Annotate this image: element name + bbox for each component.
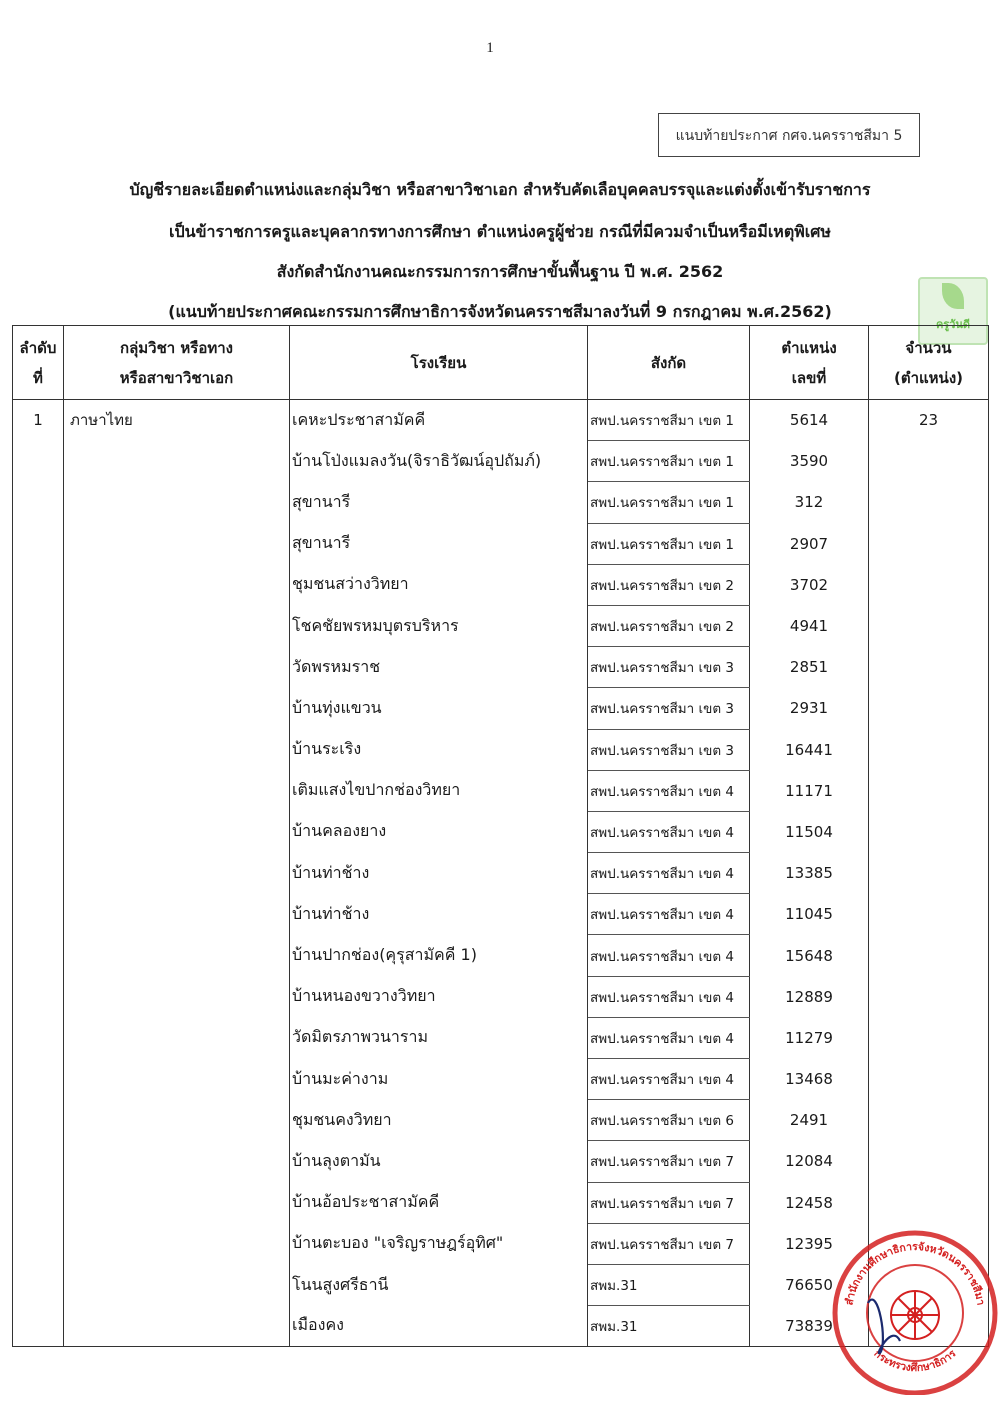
row-school: ชุมชนคงวิทยา [290,1100,588,1141]
row-agency: สพป.นครราชสีมา เขต 4 [588,894,750,935]
header-count-line-2: (ตำแหน่ง) [893,368,963,387]
row-subject [64,935,290,976]
row-count [869,1100,989,1141]
row-school: สุขานารี [290,482,588,523]
signature-mark [868,1300,900,1354]
row-count [869,482,989,523]
row-position-no: 12889 [750,976,869,1017]
header-seq-line-2: ที่ [33,368,43,387]
heading-line-1: บัญชีรายละเอียดตำแหน่งและกลุ่มวิชา หรือสาขาวิชาเอก สำหรับคัดเลือบุคคลบรรจุและแต่งตั้งเข้ารับราชการ [129,180,871,199]
row-subject [64,1017,290,1058]
header-seq [13,326,64,400]
annex-label: แนบท้ายประกาศ กศจ.นครราชสีมา 5 [658,113,920,157]
row-position-no: 3702 [750,564,869,605]
row-seq [13,1100,64,1141]
row-agency: สพป.นครราชสีมา เขต 3 [588,688,750,729]
row-count [869,894,989,935]
row-seq [13,729,64,770]
row-position-no: 312 [750,482,869,523]
table-row [13,935,989,976]
row-agency: สพป.นครราชสีมา เขต 1 [588,441,750,482]
row-school: บ้านโป่งแมลงวัน(จิราธิวัฒน์อุปถัมภ์) [290,441,588,482]
table-row [13,1141,989,1182]
row-school: เมืองคง [290,1306,588,1347]
row-count [869,1059,989,1100]
row-seq [13,770,64,811]
row-subject [64,729,290,770]
table-row [13,688,989,729]
header-subject [64,326,290,400]
table-row [13,482,989,523]
row-agency: สพป.นครราชสีมา เขต 4 [588,935,750,976]
row-position-no: 5614 [750,400,869,441]
row-count [869,523,989,564]
row-subject [64,647,290,688]
row-position-no: 11279 [750,1017,869,1058]
row-position-no: 2851 [750,647,869,688]
row-school: บ้านหนองขวางวิทยา [290,976,588,1017]
row-seq [13,853,64,894]
row-count [869,770,989,811]
row-school: บ้านระเริง [290,729,588,770]
row-agency: สพป.นครราชสีมา เขต 4 [588,976,750,1017]
row-agency: สพป.นครราชสีมา เขต 4 [588,770,750,811]
row-subject [64,688,290,729]
row-agency: สพป.นครราชสีมา เขต 4 [588,1017,750,1058]
row-position-no: 2491 [750,1100,869,1141]
row-seq [13,811,64,852]
row-subject [64,1223,290,1264]
dharma-wheel-icon [891,1291,939,1339]
header-count [869,326,989,400]
heading-line-2: เป็นข้าราชการครูและบุคลากรทางการศึกษา ตำแหน่งครูผู้ช่วย กรณีที่มีควมจำเป็นหรือมีเหตุพิเศษ [169,222,831,241]
row-school: บ้านลุงตามัน [290,1141,588,1182]
row-school: วัดพรหมราช [290,647,588,688]
official-seal [830,1225,1000,1395]
row-count [869,935,989,976]
row-agency: สพป.นครราชสีมา เขต 6 [588,1100,750,1141]
row-school: บ้านอ้อประชาสามัคคี [290,1182,588,1223]
row-position-no: 16441 [750,729,869,770]
row-seq: 1 [13,400,64,441]
row-count [869,811,989,852]
row-subject [64,1182,290,1223]
header-subject-line-2: หรือสาขาวิชาเอก [119,368,234,387]
row-subject [64,605,290,646]
row-school: บ้านท่าช้าง [290,853,588,894]
row-count [869,1141,989,1182]
row-position-no: 2907 [750,523,869,564]
row-subject [64,523,290,564]
header-position-no-line-1: ตำแหน่ง [781,338,837,357]
row-seq [13,1306,64,1347]
seal-text-bottom: กระทรวงศึกษาธิการ [871,1347,959,1375]
row-subject [64,441,290,482]
row-school: บ้านทุ่งแขวน [290,688,588,729]
row-seq [13,1059,64,1100]
row-school: บ้านคลองยาง [290,811,588,852]
row-count [869,688,989,729]
row-seq [13,894,64,935]
row-subject [64,811,290,852]
row-subject [64,1100,290,1141]
row-school: บ้านปากช่อง(คุรุสามัคคี 1) [290,935,588,976]
table-row [13,1059,989,1100]
table-row [13,853,989,894]
row-seq [13,605,64,646]
row-count [869,605,989,646]
row-agency: สพป.นครราชสีมา เขต 3 [588,647,750,688]
row-school: โนนสูงศรีธานี [290,1264,588,1305]
row-agency: สพป.นครราชสีมา เขต 2 [588,605,750,646]
row-subject [64,976,290,1017]
table-row [13,400,989,441]
positions-table [12,325,989,1347]
table-row [13,523,989,564]
header-subject-line-1: กลุ่มวิชา หรือทาง [120,338,233,357]
row-subject [64,564,290,605]
row-position-no: 73839 [750,1306,869,1347]
row-subject [64,482,290,523]
row-seq [13,688,64,729]
seal-text-top: สำนักงานศึกษาธิการจังหวัดนครราชสีมา [843,1240,987,1307]
row-count [869,441,989,482]
table-row [13,441,989,482]
row-count [869,1182,989,1223]
table-row [13,1017,989,1058]
table-row [13,564,989,605]
row-subject [64,1264,290,1305]
row-seq [13,1223,64,1264]
row-position-no: 2931 [750,688,869,729]
row-subject [64,1306,290,1347]
row-seq [13,1264,64,1305]
row-school: สุขานารี [290,523,588,564]
row-seq [13,564,64,605]
row-position-no: 13468 [750,1059,869,1100]
row-subject [64,1059,290,1100]
row-position-no: 12458 [750,1182,869,1223]
header-position-no [750,326,869,400]
row-seq [13,1017,64,1058]
row-position-no: 11504 [750,811,869,852]
row-agency: สพป.นครราชสีมา เขต 7 [588,1182,750,1223]
leaf-icon [942,283,964,309]
table-row [13,1100,989,1141]
row-agency: สพป.นครราชสีมา เขต 3 [588,729,750,770]
row-subject [64,1141,290,1182]
row-school: วัดมิตรภาพวนาราม [290,1017,588,1058]
header-agency: สังกัด [588,326,750,400]
row-count [869,729,989,770]
row-school: ชุมชนสว่างวิทยา [290,564,588,605]
row-position-no: 4941 [750,605,869,646]
table-row [13,729,989,770]
row-position-no: 15648 [750,935,869,976]
row-agency: สพป.นครราชสีมา เขต 4 [588,1059,750,1100]
row-agency: สพป.นครราชสีมา เขต 2 [588,564,750,605]
row-school: บ้านมะค่างาม [290,1059,588,1100]
row-seq [13,1182,64,1223]
header-school: โรงเรียน [290,326,588,400]
row-agency: สพป.นครราชสีมา เขต 1 [588,523,750,564]
row-school: บ้านท่าช้าง [290,894,588,935]
row-seq [13,976,64,1017]
table-row [13,647,989,688]
row-school: เคหะประชาสามัคคี [290,400,588,441]
table-row [13,811,989,852]
row-seq [13,935,64,976]
heading-line-4: (แนบท้ายประกาศคณะกรรมการศึกษาธิการจังหวัดนครราชสีมาลงวันที่ 9 กรกฎาคม พ.ศ.2562) [168,302,832,321]
row-count [869,853,989,894]
row-agency: สพป.นครราชสีมา เขต 1 [588,482,750,523]
row-position-no: 76650 [750,1264,869,1305]
table-body [13,400,989,1347]
row-position-no: 3590 [750,441,869,482]
table-header-row [13,326,989,400]
row-position-no: 12084 [750,1141,869,1182]
row-count [869,1017,989,1058]
table-row [13,976,989,1017]
row-subject: ภาษาไทย [64,400,290,441]
row-subject [64,853,290,894]
table-row [13,1182,989,1223]
row-agency: สพป.นครราชสีมา เขต 4 [588,853,750,894]
row-school: โชคชัยพรหมบุตรบริหาร [290,605,588,646]
row-count [869,647,989,688]
row-position-no: 11045 [750,894,869,935]
heading-line-3: สังกัดสำนักงานคณะกรรมการการศึกษาขั้นพื้นฐาน ปี พ.ศ. 2562 [276,262,724,281]
row-position-no: 13385 [750,853,869,894]
header-seq-line-1: ลำดับ [19,338,57,357]
row-school: บ้านตะบอง "เจริญราษฎร์อุทิศ" [290,1223,588,1264]
row-agency: สพป.นครราชสีมา เขต 7 [588,1223,750,1264]
row-seq [13,523,64,564]
row-count [869,976,989,1017]
row-agency: สพม.31 [588,1264,750,1305]
header-count-line-1: จำนวน [905,338,952,357]
row-agency: สพป.นครราชสีมา เขต 1 [588,400,750,441]
row-seq [13,647,64,688]
row-subject [64,770,290,811]
header-position-no-line-2: เลขที่ [791,368,827,387]
page-number: 1 [486,40,494,56]
watermark-text: ครูวันดี [935,318,971,331]
row-seq [13,1141,64,1182]
row-seq [13,482,64,523]
row-position-no: 11171 [750,770,869,811]
row-agency: สพป.นครราชสีมา เขต 7 [588,1141,750,1182]
table-row [13,770,989,811]
row-school: เติมแสงไขปากช่องวิทยา [290,770,588,811]
row-agency: สพม.31 [588,1306,750,1347]
row-seq [13,441,64,482]
table-row [13,894,989,935]
row-agency: สพป.นครราชสีมา เขต 4 [588,811,750,852]
row-position-no: 12395 [750,1223,869,1264]
row-subject [64,894,290,935]
row-count [869,564,989,605]
table-row [13,605,989,646]
row-count: 23 [869,400,989,441]
